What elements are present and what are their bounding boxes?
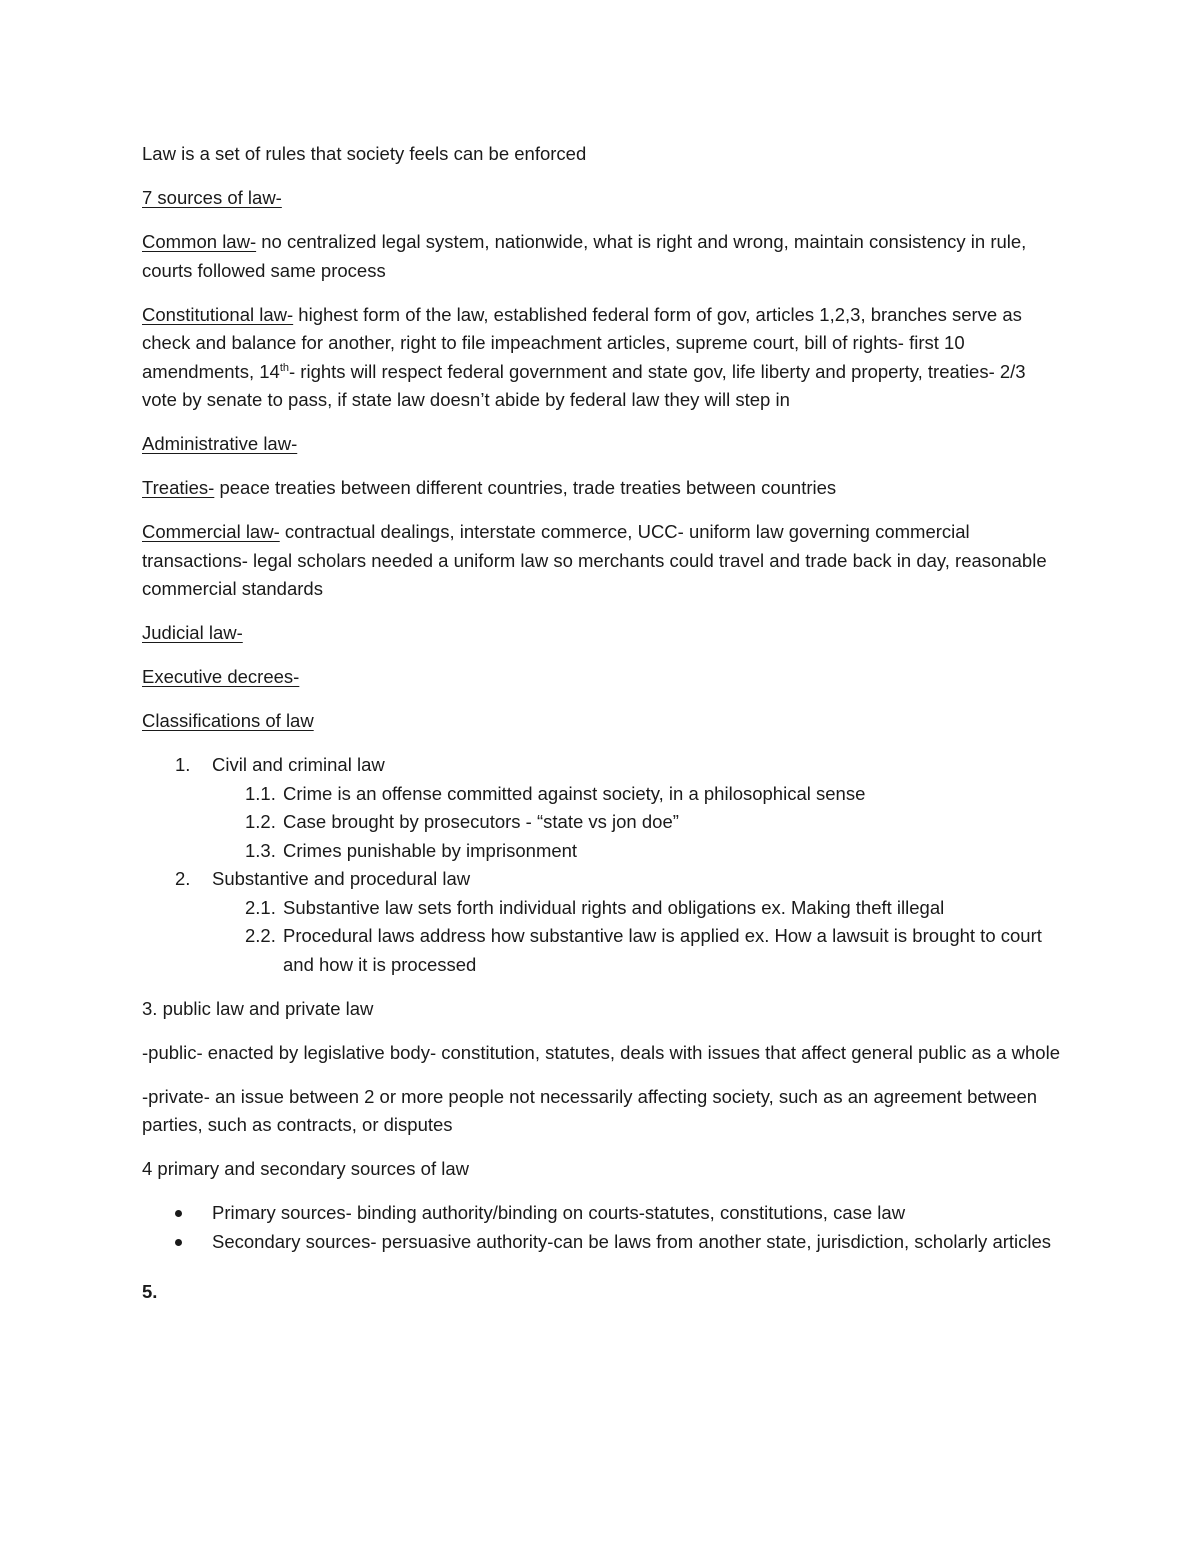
list-number: 1.	[175, 754, 191, 775]
constitutional-law-paragraph	[142, 301, 1060, 415]
common-law-text: no centralized legal system, nationwide, what is right and wrong, maintain consistency in rule, courts followed same process	[142, 231, 1027, 281]
bullet-text: Secondary sources- persuasive authority-can be laws from another state, jurisdiction, scholarly articles	[212, 1230, 1052, 1252]
common-law-term: Common law-	[142, 231, 257, 252]
sub-list	[142, 894, 1060, 980]
list-item	[142, 1228, 1060, 1257]
common-law-paragraph	[142, 228, 1060, 285]
list-item	[142, 865, 1060, 979]
commercial-law-paragraph	[142, 518, 1060, 604]
sub-list-number: 2.1.	[245, 896, 276, 918]
treaties-term: Treaties-	[142, 477, 215, 498]
sub-list-number: 1.2.	[245, 811, 276, 832]
judicial-law-paragraph	[142, 619, 1060, 648]
list-item-label: Civil and criminal law	[212, 754, 385, 775]
treaties-text: peace treaties between different countries, trade treaties between countries	[214, 477, 837, 498]
constitutional-law-text-a: highest form of the law, established federal form of gov, articles 1,2,3, branches serve as check and balance for another, right to file impeachment articles, supreme court, bill of rights- first 10 amendments, 14	[142, 303, 1022, 382]
sub-list-item	[142, 922, 1060, 979]
sources-bullet-list	[142, 1199, 1060, 1256]
administrative-law-term: Administrative law-	[142, 433, 298, 454]
sub-list-text: Crime is an offense committed against society, in a philosophical sense	[283, 782, 866, 804]
intro-line: Law is a set of rules that society feels can be enforced	[142, 143, 587, 164]
sub-list-item	[142, 808, 1060, 837]
commercial-law-term: Commercial law-	[142, 521, 280, 542]
list-item-label: Substantive and procedural law	[212, 868, 471, 889]
list-item	[142, 1199, 1060, 1228]
sub-list-number: 1.3.	[245, 839, 276, 861]
sub-list-text: Crimes punishable by imprisonment	[283, 839, 578, 861]
bullet-text: Primary sources- binding authority/binding on courts-statutes, constitutions, case law	[212, 1202, 906, 1223]
bullet-icon	[175, 1210, 182, 1217]
sub-list-item	[142, 780, 1060, 809]
primary-secondary-heading: 4 primary and secondary sources of law	[142, 1158, 469, 1179]
sub-list-text: Case brought by prosecutors - “state vs jon doe”	[283, 811, 679, 832]
executive-decrees-paragraph	[142, 663, 1060, 692]
executive-decrees-term: Executive decrees-	[142, 666, 300, 687]
sub-list-number: 2.2.	[245, 925, 276, 946]
sub-list-item	[142, 837, 1060, 866]
sources-heading: 7 sources of law-	[142, 187, 282, 208]
classifications-list	[142, 751, 1060, 979]
private-law-paragraph: -private- an issue between 2 or more people not necessarily affecting society, such as an agreement between parties, such as contracts, or disputes	[142, 1085, 1038, 1135]
sub-list-number: 1.1.	[245, 782, 276, 804]
administrative-law-paragraph	[142, 430, 1060, 459]
sub-list-text: Substantive law sets forth individual rights and obligations ex. Making theft illegal	[283, 896, 945, 918]
classifications-heading: Classifications of law	[142, 710, 314, 731]
constitutional-law-term: Constitutional law-	[142, 303, 294, 325]
public-private-heading: 3. public law and private law	[142, 997, 374, 1019]
sub-list-item	[142, 894, 1060, 923]
judicial-law-term: Judicial law-	[142, 622, 243, 643]
sub-list-text: Procedural laws address how substantive law is applied ex. How a lawsuit is brought to court and how it is processed	[283, 925, 1042, 975]
public-law-paragraph: -public- enacted by legislative body- constitution, statutes, deals with issues that affect general public as a whole	[142, 1041, 1060, 1063]
list-number: 2.	[175, 868, 191, 889]
constitutional-law-text-b: - rights will respect federal government and state gov, life liberty and property, treaties- 2/3 vote by senate to pass, if state law doesn’t abide by federal law they will step in	[142, 360, 1026, 410]
bullet-icon	[175, 1239, 182, 1246]
commercial-law-text: contractual dealings, interstate commerce, UCC- uniform law governing commercial transactions- legal scholars needed a uniform law so merchants could travel and trade back in day, reasonable commercial standards	[142, 521, 1047, 599]
treaties-paragraph	[142, 474, 1060, 503]
item-five-number: 5.	[142, 1281, 158, 1302]
sub-list	[142, 780, 1060, 866]
constitutional-law-superscript: th	[279, 361, 289, 374]
list-item	[142, 751, 1060, 865]
